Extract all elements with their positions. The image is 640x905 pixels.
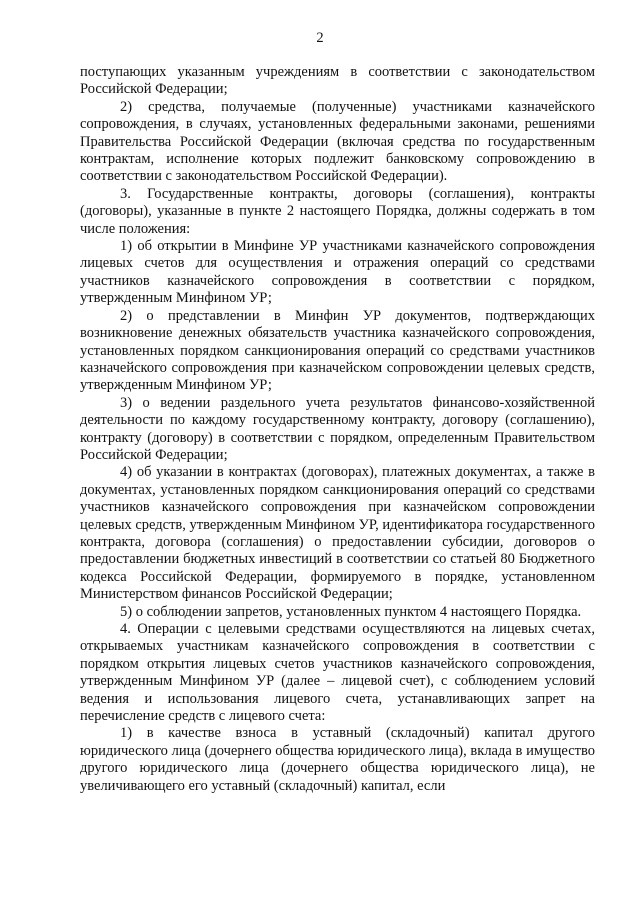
paragraph-section-4: 4. Операции с целевыми средствами осуществляются на лицевых счетах, открываемых участникам казначейского сопровождения в соответствии с порядком открытия лицевых счетов участников казначейского сопровождения, утвержденным Минфином УР (далее – лицевой счет), с соблюдением условий ведения и использования лицевого счета, устанавливающих запрет на перечисление средств с лицевого счета:	[80, 621, 595, 725]
paragraph-item-2-funds: 2) средства, получаемые (полученные) участниками казначейского сопровождения, в случаях, установленных федеральными законами, решениями Правительства Российской Федерации (включая средства по государственным контрактам, исполнение которых подлежит банковскому сопровождению в соответствии с законодательством Российской Федерации).	[80, 98, 595, 185]
paragraph-continuation: поступающих указанным учреждениям в соответствии с законодательством Российской Федерации;	[80, 64, 595, 98]
paragraph-section-3: 3. Государственные контракты, договоры (соглашения), контракты (договоры), указанные в пункте 2 настоящего Порядка, должны содержать в том числе положения:	[80, 185, 595, 237]
paragraph-item-3-accounting: 3) о ведении раздельного учета результатов финансово-хозяйственной деятельности по каждому государственному контракту, договору (соглашению), контракту (договору) в соответствии с порядком, определенным Правительством Российской Федерации;	[80, 394, 595, 463]
paragraph-item-2-documents: 2) о представлении в Минфин УР документов, подтверждающих возникновение денежных обязательств участника казначейского сопровождения, установленных порядком санкционирования операций со средствами участников казначейского сопровождения при казначейском сопровождении целевых средств, утвержденным Минфином УР;	[80, 307, 595, 394]
page-number: 2	[316, 30, 324, 46]
paragraph-item-5-prohibitions: 5) о соблюдении запретов, установленных пунктом 4 настоящего Порядка.	[120, 603, 582, 620]
document-body	[80, 64, 595, 795]
paragraph-item-1-capital: 1) в качестве взноса в уставный (складочный) капитал другого юридического лица (дочернего общества юридического лица), вклада в имущество другого юридического лица (дочернего общества юридического лица), не увеличивающего его уставный (складочный) капитал, если	[80, 725, 595, 794]
paragraph-item-1-accounts: 1) об открытии в Минфине УР участниками казначейского сопровождения лицевых счетов для осуществления и отражения операций со средствами участников казначейского сопровождения в соответствии с порядком, утвержденным Минфином УР;	[80, 238, 595, 307]
paragraph-item-4-identifier: 4) об указании в контрактах (договорах), платежных документах, а также в документах, установленных порядком санкционирования операций со средствами участников казначейского сопровождения при казначейском сопровождении целевых средств, утвержденным Минфином УР, идентификатора государственного контракта, договора (соглашения) о предоставлении субсидии, договоров о предоставлении бюджетных инвестиций в соответствии со статьей 80 Бюджетного кодекса Российской Федерации, формируемого в порядке, установленном Министерством финансов Российской Федерации;	[80, 464, 595, 603]
